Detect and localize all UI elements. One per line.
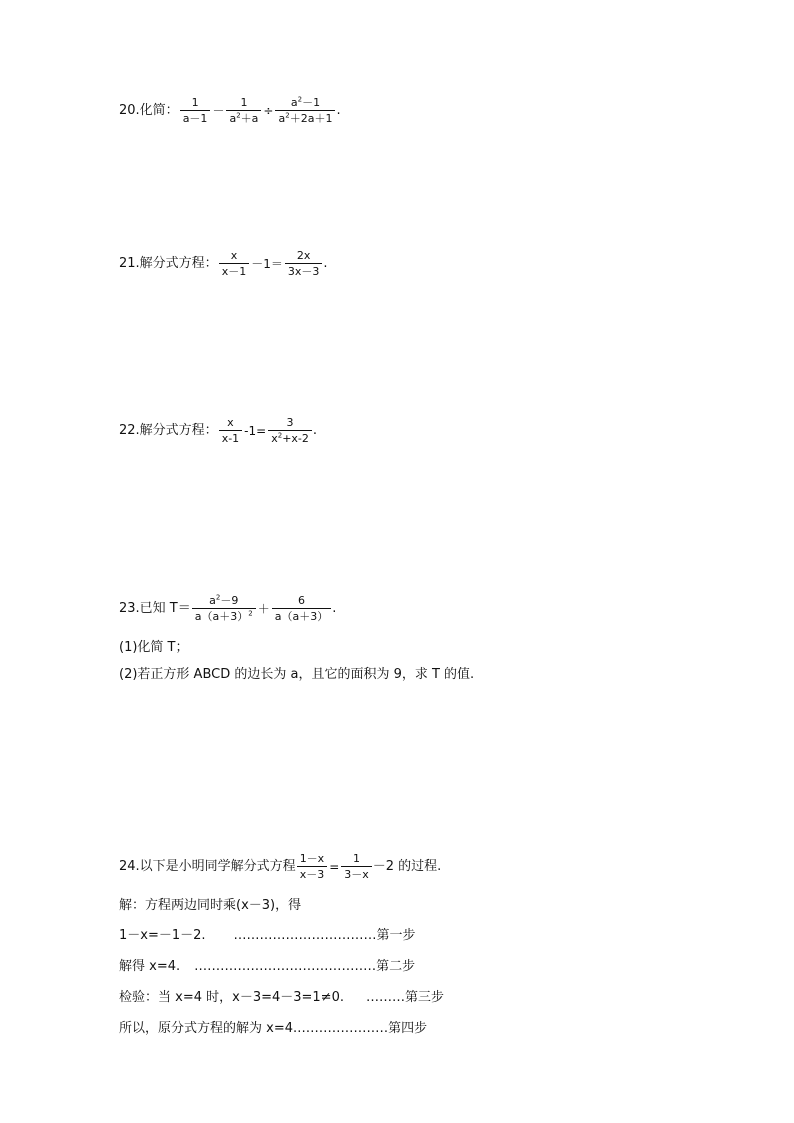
q24-solution-intro: 解：方程两边同时乘(x－3)，得 (119, 898, 302, 913)
q24-fraction-1: $\frac{1-x}{x-3}$ (297, 852, 328, 881)
q24-step-2: 解得 x=4. …………………………………… 第二步 (119, 959, 416, 974)
question-22: 22.解分式方程： $\frac{x}{x-1}$ -1= $\frac{3}{x^2+x-2}$ . (119, 416, 318, 445)
q22-label: 22.解分式方程： (119, 422, 218, 438)
q20-label: 20.化简： (119, 102, 179, 118)
q23-fraction-1: $\frac{a^2-9}{a(a+3)^2}$ (192, 594, 256, 623)
q21-label: 21.解分式方程： (119, 255, 218, 271)
q24-step-4: 所以，原分式方程的解为 x=4. ………………… 第四步 (119, 1021, 428, 1036)
q22-fraction-1: $\frac{x}{x-1}$ (219, 416, 242, 445)
q20-fraction-3: $\frac{a^2-1}{a^2+2a+1}$ (275, 96, 335, 125)
q23-part-1: (1)化简 T； (119, 640, 189, 655)
q24-step-3: 检验：当 x=4 时，x－3=4－3=1≠0. ……… 第三步 (119, 990, 444, 1005)
q20-fraction-2: $\frac{1}{a^2+a}$ (226, 96, 261, 125)
q24-label: 24.以下是小明同学解分式方程 (119, 858, 296, 874)
q22-fraction-2: $\frac{3}{x^2+x-2}$ (268, 416, 312, 445)
question-23: 23.已知 T＝ $\frac{a^2-9}{a(a+3)^2}$ ＋ $\frac{6}{a(a+3)}$ . (119, 593, 337, 623)
q23-fraction-2: $\frac{6}{a(a+3)}$ (272, 594, 331, 623)
q23-label: 23.已知 T＝ (119, 600, 191, 616)
q24-step-1: 1－x=－1－2. …………………………… 第一步 (119, 928, 416, 943)
q23-part-2: (2)若正方形 ABCD 的边长为 a，且它的面积为 9，求 T 的值. (119, 667, 475, 682)
q21-fraction-2: $\frac{2x}{3x-3}$ (285, 249, 323, 278)
question-24: 24.以下是小明同学解分式方程 $\frac{1-x}{x-3}$ = $\frac{1}{3-x}$ －2 的过程. (119, 852, 442, 881)
question-20: 20.化简： $\frac{1}{a-1}$ － $\frac{1}{a^2+a}$ ÷ $\frac{a^2-1}{a^2+2a+1}$ . (119, 95, 341, 125)
q24-fraction-2: $\frac{1}{3-x}$ (341, 852, 372, 881)
q20-fraction-1: $\frac{1}{a-1}$ (180, 96, 211, 125)
q21-fraction-1: $\frac{x}{x-1}$ (219, 249, 250, 278)
question-21: 21.解分式方程： $\frac{x}{x-1}$ －1＝ $\frac{2x}{3x-3}$ . (119, 249, 328, 278)
